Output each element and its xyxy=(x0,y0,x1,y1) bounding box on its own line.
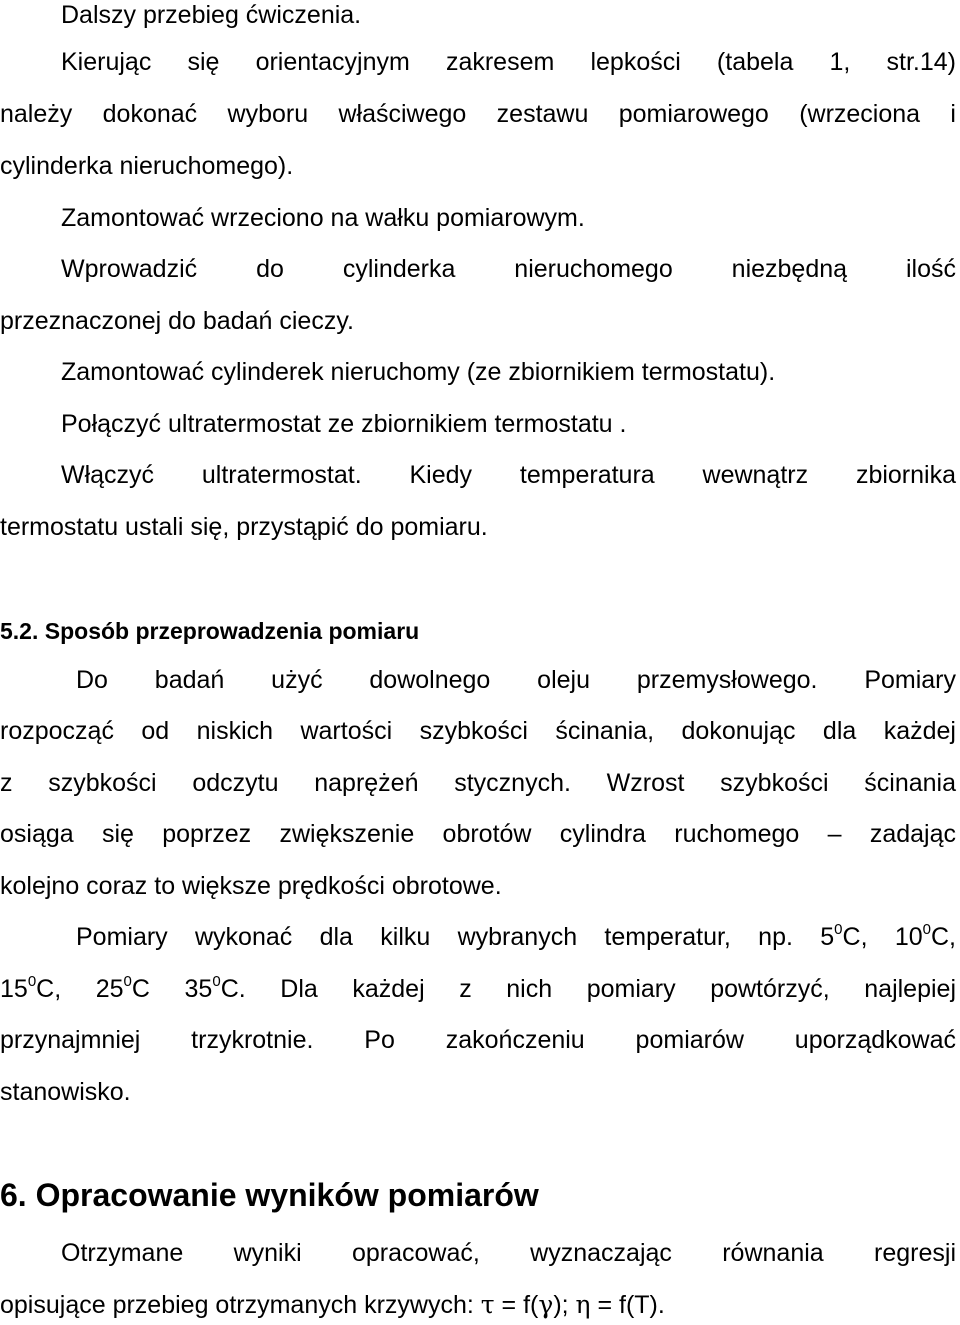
paragraph-line: Kierując się orientacyjnym zakresem lepkości (tabela 1, str.14) xyxy=(61,48,956,76)
text-run: C 35 xyxy=(131,975,213,1003)
text-run: Pomiary wykonać dla kilku wybranych temperatur, np. 5 xyxy=(76,923,835,951)
paragraph-line: należy dokonać wyboru właściwego zestawu pomiarowego (wrzeciona i xyxy=(0,100,956,128)
degree-superscript: 0 xyxy=(834,921,843,938)
text-run: = f(T). xyxy=(590,1291,665,1319)
paragraph-line: rozpocząć od niskich wartości szybkości ścinania, dokonując dla każdej xyxy=(0,717,956,745)
text-run: ); xyxy=(553,1291,576,1319)
paragraph-line: przeznaczonej do badań cieczy. xyxy=(0,307,354,335)
text-run: C, 10 xyxy=(842,923,923,951)
paragraph-line: Wprowadzić do cylinderka nieruchomego niezbędną ilość xyxy=(61,255,956,283)
text-run: C, xyxy=(931,923,956,951)
paragraph-line: termostatu ustali się, przystąpić do pomiaru. xyxy=(0,513,488,541)
paragraph-line: osiąga się poprzez zwiększenie obrotów cylindra ruchomego – zadając xyxy=(0,820,956,848)
text-run: = f( xyxy=(494,1291,539,1319)
paragraph-line-formula xyxy=(0,1290,956,1320)
tau-symbol: τ xyxy=(480,1290,495,1319)
degree-superscript: 0 xyxy=(123,973,132,990)
paragraph-line-temperatures xyxy=(76,922,956,952)
text-run: C, 25 xyxy=(36,975,124,1003)
paragraph-line: cylinderka nieruchomego). xyxy=(0,152,294,180)
procedure-heading: Dalszy przebieg ćwiczenia. xyxy=(61,1,362,29)
degree-superscript: 0 xyxy=(27,973,37,990)
degree-superscript: 0 xyxy=(212,973,221,990)
paragraph-line: Otrzymane wyniki opracować, wyznaczając równania regresji xyxy=(61,1239,956,1267)
paragraph-line: przynajmniej trzykrotnie. Po zakończeniu pomiarów uporządkować xyxy=(0,1026,956,1054)
paragraph-line: kolejno coraz to większe prędkości obrotowe. xyxy=(0,872,502,900)
paragraph-line: Włączyć ultratermostat. Kiedy temperatura wewnątrz zbiornika xyxy=(61,461,956,489)
paragraph-line: Zamontować cylinderek nieruchomy (ze zbiornikiem termostatu). xyxy=(61,358,776,386)
text-run: opisujące przebieg otrzymanych krzywych: xyxy=(0,1291,481,1319)
paragraph-line: Zamontować wrzeciono na wałku pomiarowym. xyxy=(61,204,585,232)
paragraph-line-temperatures xyxy=(0,974,956,1004)
section-heading-5-2: 5.2. Sposób przeprowadzenia pomiaru xyxy=(0,618,420,644)
paragraph-line: Połączyć ultratermostat ze zbiornikiem termostatu . xyxy=(61,410,627,438)
eta-symbol: η xyxy=(575,1290,591,1319)
paragraph-line: stanowisko. xyxy=(0,1078,131,1106)
degree-superscript: 0 xyxy=(922,921,931,938)
text-run: 15 xyxy=(0,975,28,1003)
text-run: C. Dla każdej z nich pomiary powtórzyć, najlepiej xyxy=(220,975,956,1003)
section-heading-6: 6. Opracowanie wyników pomiarów xyxy=(0,1177,539,1213)
gamma-symbol: γ xyxy=(538,1290,554,1319)
paragraph-line: z szybkości odczytu naprężeń stycznych. Wzrost szybkości ścinania xyxy=(0,769,956,797)
paragraph-line: Do badań użyć dowolnego oleju przemysłowego. Pomiary xyxy=(76,666,956,694)
